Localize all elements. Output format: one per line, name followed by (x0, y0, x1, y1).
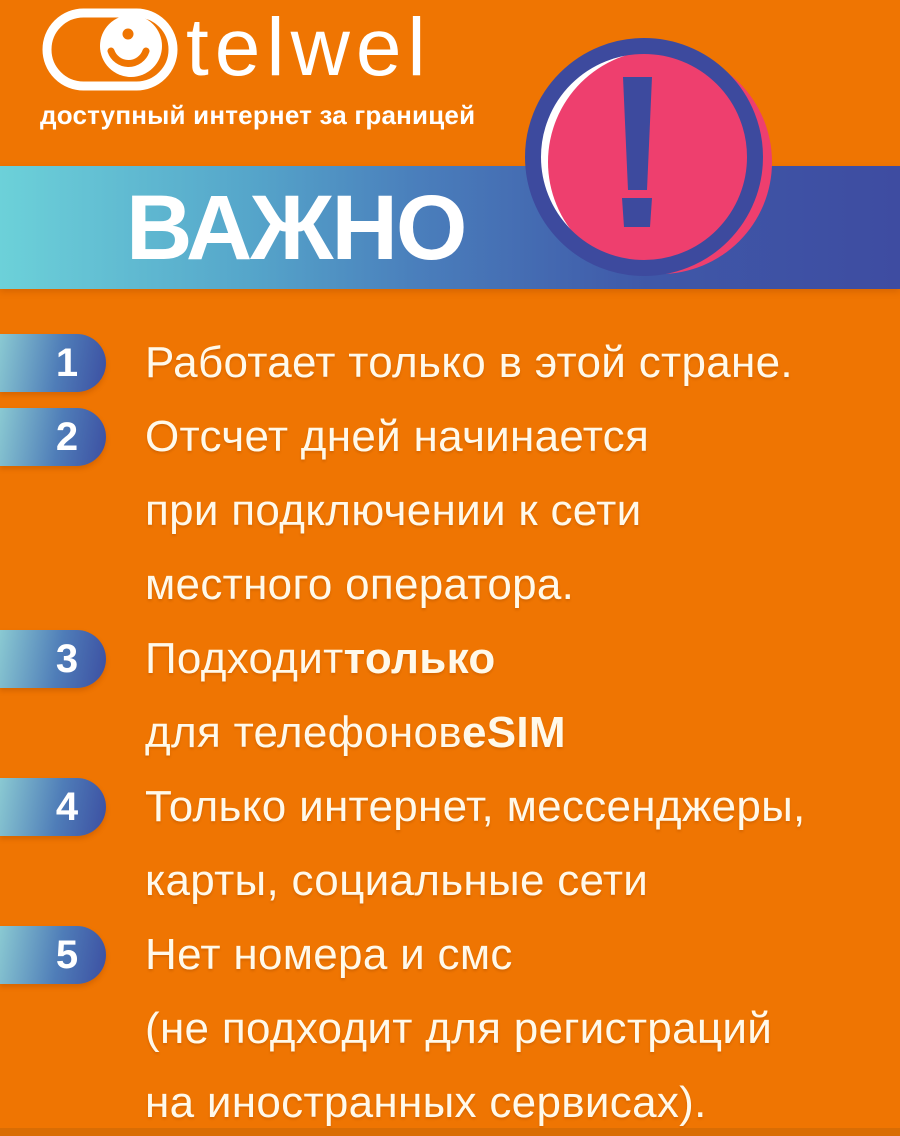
list-line (145, 992, 895, 1066)
list-line (145, 548, 895, 622)
list-text-segment: только (343, 634, 496, 683)
list-text-segment: Работает только в этой стране. (145, 338, 793, 387)
brand-name: telwel (186, 2, 432, 93)
list-number: 3 (55, 636, 79, 681)
list-line (145, 400, 895, 474)
list-text-segment: Нет номера и смс (145, 930, 513, 979)
list-number: 2 (55, 414, 79, 459)
list-line (145, 770, 895, 844)
list-number-badge (0, 408, 106, 466)
banner-title: ВАЖНО (126, 176, 466, 279)
list-number-badge (0, 778, 106, 836)
list-number-badge (0, 630, 106, 688)
list-text-segment: местного оператора. (145, 560, 575, 609)
list-text-segment: (не подходит для регистраций (145, 1004, 773, 1053)
list-number: 4 (55, 784, 79, 829)
list-text-segment: для телефонов (145, 708, 462, 757)
list-number: 1 (55, 340, 79, 385)
list-text-segment: Отсчет дней начинается (145, 412, 650, 461)
list-line (145, 326, 895, 400)
list-text-segment: карты, социальные сети (145, 856, 649, 905)
list-text-segment: Только интернет, мессенджеры, (145, 782, 806, 831)
list-number-badge (0, 926, 106, 984)
brand-tagline: доступный интернет за границей (40, 100, 476, 130)
list-line (145, 918, 895, 992)
list-line (145, 696, 895, 770)
list-line (145, 622, 895, 696)
list-line (145, 1066, 895, 1136)
list-line (145, 474, 895, 548)
bottom-strip (0, 1128, 900, 1136)
telwel-logo-icon (40, 6, 180, 94)
list-text-segment: eSIM (461, 708, 566, 757)
important-points-text (145, 326, 895, 1136)
list-number: 5 (55, 932, 79, 977)
list-text-segment: на иностранных сервисах). (145, 1078, 707, 1127)
list-number-badge (0, 334, 106, 392)
list-line (145, 844, 895, 918)
exclamation-badge-icon (518, 33, 780, 285)
list-text-segment: Подходит (145, 634, 344, 683)
list-text-segment: при подключении к сети (145, 486, 642, 535)
